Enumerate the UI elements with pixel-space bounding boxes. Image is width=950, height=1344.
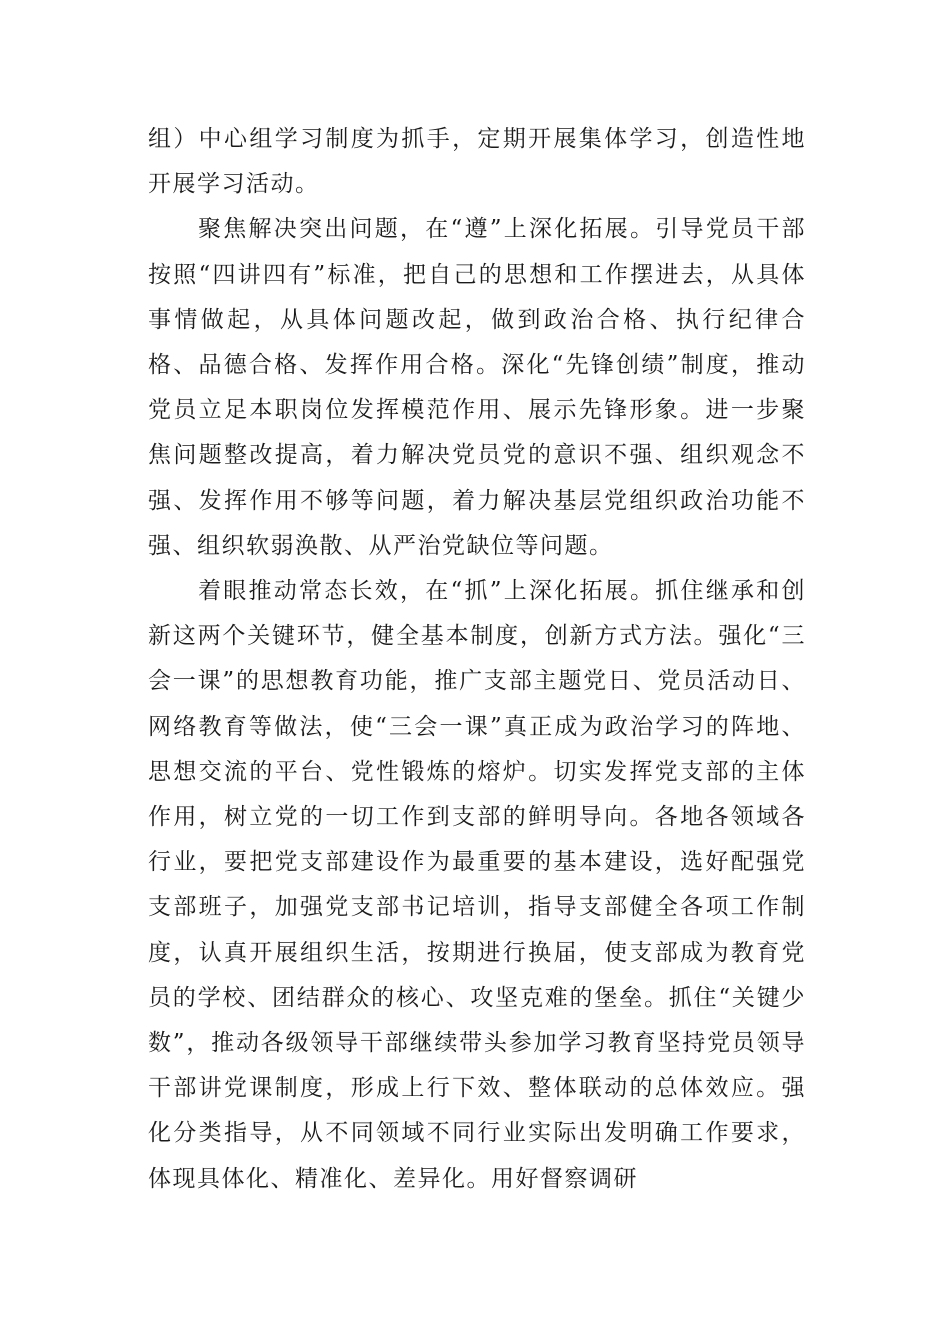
document-body [148,117,806,1202]
paragraph-2: 聚焦解决突出问题，在“遵”上深化拓展。引导党员干部按照“四讲四有”标准，把自己的思想和工作摆进去，从具体事情做起，从具体问题改起，做到政治合格、执行纪律合格、品德合格、发挥作用合格。深化“先锋创绩”制度，推动党员立足本职岗位发挥模范作用、展示先锋形象。进一步聚焦问题整改提高，着力解决党员党的意识不强、组织观念不强、发挥作用不够等问题，着力解决基层党组织政治功能不强、组织软弱涣散、从严治党缺位等问题。 [148,216,806,559]
paragraph-1: 组）中心组学习制度为抓手，定期开展集体学习，创造性地开展学习活动。 [148,126,806,198]
paragraph-3: 着眼推动常态长效，在“抓”上深化拓展。抓住继承和创新这两个关键环节，健全基本制度，创新方式方法。强化“三会一课”的思想教育功能，推广支部主题党日、党员活动日、网络教育等做法，使“三会一课”真正成为政治学习的阵地、思想交流的平台、党性锻炼的熔炉。切实发挥党支部的主体作用，树立党的一切工作到支部的鲜明导向。各地各领域各行业，要把党支部建设作为最重要的基本建设，选好配强党支部班子，加强党支部书记培训，指导支部健全各项工作制度，认真开展组织生活，按期进行换届，使支部成为教育党员的学校、团结群众的核心、攻坚克难的堡垒。抓住“关键少数”，推动各级领导干部继续带头参加学习教育坚持党员领导干部讲党课制度，形成上行下效、整体联动的总体效应。强化分类指导，从不同领域不同行业实际出发明确工作要求，体现具体化、精准化、差异化。用好督察调研 [148,578,806,1192]
